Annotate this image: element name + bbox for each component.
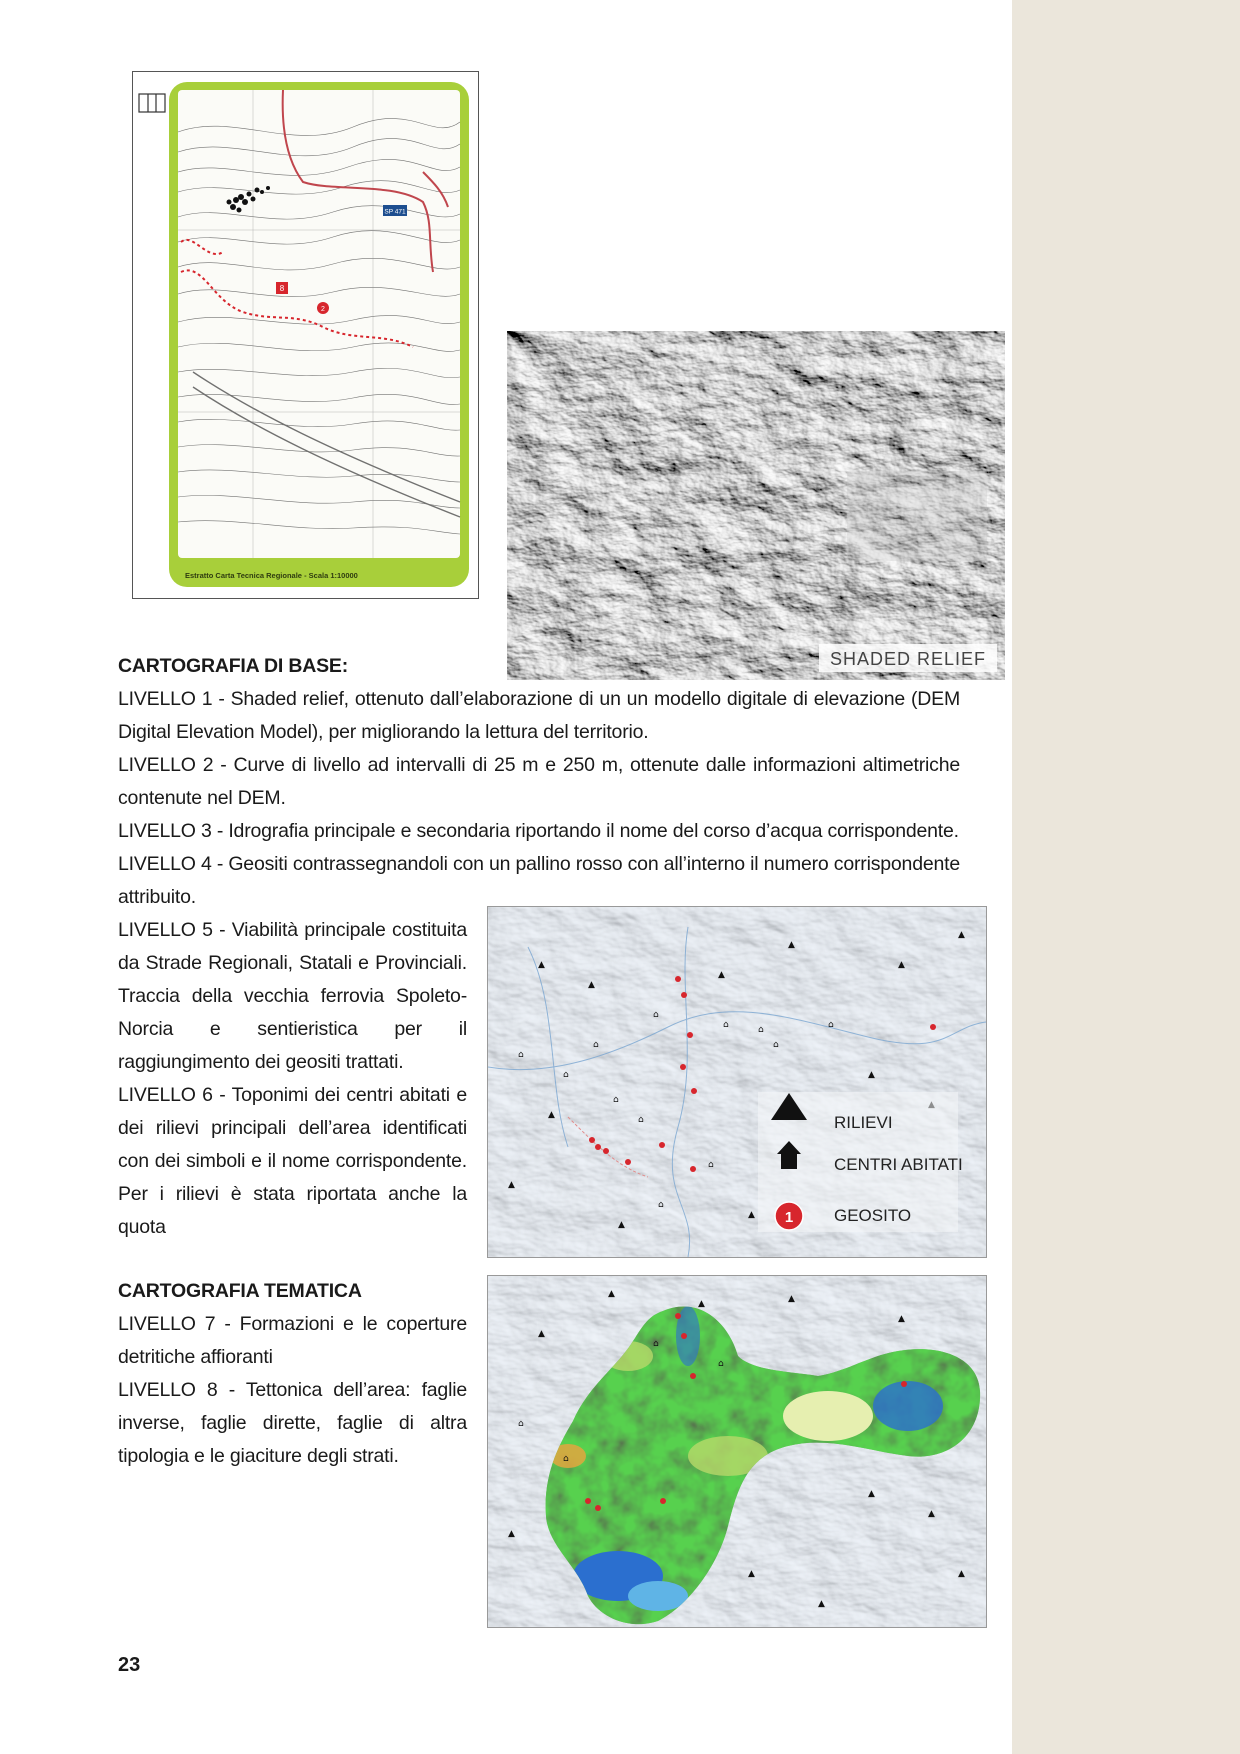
svg-text:⌂: ⌂ xyxy=(563,1454,569,1464)
svg-text:⌂: ⌂ xyxy=(708,1160,714,1170)
svg-text:▲: ▲ xyxy=(958,930,965,940)
svg-text:⌂: ⌂ xyxy=(518,1050,524,1060)
svg-text:▲: ▲ xyxy=(698,1299,705,1309)
svg-text:▲: ▲ xyxy=(818,1599,825,1609)
svg-text:▲: ▲ xyxy=(788,940,795,950)
svg-text:⌂: ⌂ xyxy=(773,1040,779,1050)
topo-map-caption: Estratto Carta Tecnica Regionale - Scala 1:10000 xyxy=(185,571,358,580)
svg-text:⌂: ⌂ xyxy=(518,1419,524,1429)
base-map-figure xyxy=(487,906,987,1258)
svg-text:⌂: ⌂ xyxy=(828,1020,834,1030)
level-2-paragraph: LIVELLO 2 - Curve di livello ad intervalli di 25 m e 250 m, ottenute dalle informazioni altimetriche contenute nel DEM. xyxy=(118,754,960,809)
svg-text:▲: ▲ xyxy=(508,1529,515,1539)
thematic-map-image xyxy=(488,1276,986,1627)
svg-text:⌂: ⌂ xyxy=(758,1025,764,1035)
svg-text:▲: ▲ xyxy=(588,980,595,990)
road-label: SP 471 xyxy=(384,208,406,216)
base-cartography-heading xyxy=(118,650,718,683)
svg-text:⌂: ⌂ xyxy=(723,1020,729,1030)
svg-text:⌂: ⌂ xyxy=(658,1200,664,1210)
geosite-number: 1 xyxy=(784,1209,794,1226)
svg-text:▲: ▲ xyxy=(508,1180,515,1190)
svg-text:▲: ▲ xyxy=(898,960,905,970)
topographic-map xyxy=(133,72,478,598)
level-1-paragraph: LIVELLO 1 - Shaded relief, ottenuto dall’elaborazione di un un modello digitale di elevazione (DEM Digital Elevation Model), per migliorando la lettura del territorio. xyxy=(118,688,960,743)
legend-label-centri-abitati: CENTRI ABITATI xyxy=(834,1155,963,1174)
svg-text:▲: ▲ xyxy=(538,960,545,970)
base-cartography-column xyxy=(118,914,467,1244)
svg-text:▲: ▲ xyxy=(748,1210,755,1220)
topographic-map-figure xyxy=(132,71,479,599)
svg-text:▲: ▲ xyxy=(898,1314,905,1324)
svg-text:⌂: ⌂ xyxy=(653,1010,659,1020)
svg-text:▲: ▲ xyxy=(868,1489,875,1499)
svg-text:▲: ▲ xyxy=(618,1220,625,1230)
base-cartography-full-width xyxy=(118,683,960,914)
svg-text:▲: ▲ xyxy=(538,1329,545,1339)
svg-text:▲: ▲ xyxy=(868,1070,875,1080)
svg-text:▲: ▲ xyxy=(718,970,725,980)
shaded-relief-label: SHADED RELIEF xyxy=(829,649,987,669)
svg-text:⌂: ⌂ xyxy=(563,1070,569,1080)
geosite-marker: 2 xyxy=(321,306,325,313)
section-heading: CARTOGRAFIA TEMATICA xyxy=(118,1280,362,1302)
legend-label-rilievi: RILIEVI xyxy=(834,1113,893,1132)
level-5-paragraph: LIVELLO 5 - Viabilità principale costituita da Strade Regionali, Statali e Provinciali. Traccia della vecchia ferrovia Spoleto-Norcia e sentieristica per il raggiungimento dei geositi trattati. xyxy=(118,919,467,1073)
svg-text:▲: ▲ xyxy=(548,1110,555,1120)
svg-text:⌂: ⌂ xyxy=(593,1040,599,1050)
base-map-image xyxy=(488,907,986,1257)
shaded-relief-image xyxy=(507,331,1005,680)
page-number: 23 xyxy=(118,1654,141,1676)
thematic-map-figure xyxy=(487,1275,987,1628)
level-6-paragraph: LIVELLO 6 - Toponimi dei centri abitati e dei rilievi principali dell’area identificati con dei simboli e il nome corrispondente. Per i rilievi è stata riportata anche la quota xyxy=(118,1084,467,1238)
svg-text:▲: ▲ xyxy=(928,1509,935,1519)
thematic-cartography-heading xyxy=(118,1275,467,1308)
level-4-paragraph: LIVELLO 4 - Geositi contrassegnandoli con un pallino rosso con all’interno il numero corrispondente attribuito. xyxy=(118,853,960,908)
road-marker: 8 xyxy=(279,284,285,293)
thematic-cartography-column xyxy=(118,1308,467,1473)
svg-text:⌂: ⌂ xyxy=(718,1359,724,1369)
legend-label-geosito: GEOSITO xyxy=(834,1206,912,1225)
svg-text:⌂: ⌂ xyxy=(638,1115,644,1125)
svg-text:▲: ▲ xyxy=(748,1569,755,1579)
svg-text:▲: ▲ xyxy=(788,1294,795,1304)
section-heading: CARTOGRAFIA DI BASE: xyxy=(118,655,349,677)
svg-text:▲: ▲ xyxy=(958,1569,965,1579)
geosite-circle-icon xyxy=(775,1202,803,1230)
level-7-paragraph: LIVELLO 7 - Formazioni e le coperture detritiche affioranti xyxy=(118,1313,467,1368)
level-8-paragraph: LIVELLO 8 - Tettonica dell’area: faglie inverse, faglie dirette, faglie di altra tipologia e le giaciture degli strati. xyxy=(118,1379,467,1467)
svg-text:⌂: ⌂ xyxy=(653,1339,659,1349)
page-sidebar xyxy=(1012,0,1240,1754)
shaded-relief-figure xyxy=(507,331,1005,680)
svg-text:⌂: ⌂ xyxy=(613,1095,619,1105)
level-3-paragraph: LIVELLO 3 - Idrografia principale e secondaria riportando il nome del corso d’acqua corrispondente. xyxy=(118,820,959,842)
svg-text:▲: ▲ xyxy=(608,1289,615,1299)
